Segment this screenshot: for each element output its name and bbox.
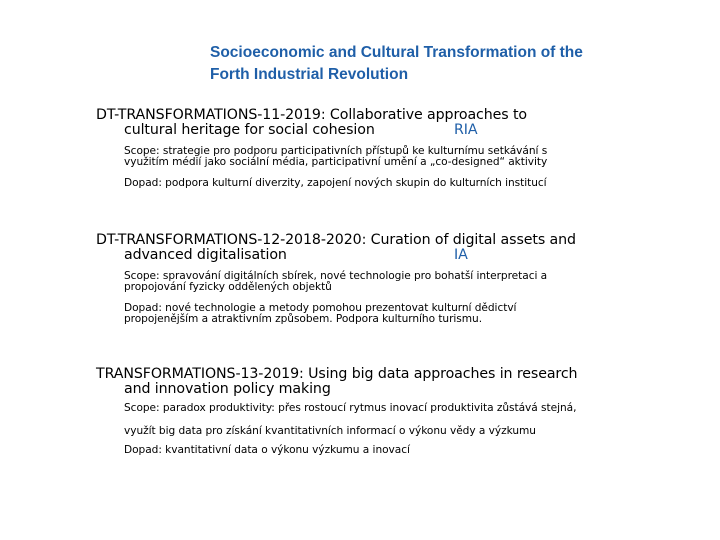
topic-scope-line-1: Scope: spravování digitálních sbírek, nové technologie pro bohatší interpretaci a (124, 270, 548, 282)
topic-3 (96, 367, 696, 456)
topic-scope-line-1: Scope: strategie pro podporu participativních přístupů ke kulturnímu setkávání s (124, 145, 548, 157)
topic-heading-line-1: DT-TRANSFORMATIONS-11-2019: Collaborative approaches to (96, 107, 528, 123)
topic-heading (96, 233, 696, 263)
topic-impact (124, 303, 624, 325)
topic-impact: Dopad: kvantitativní data o výkonu výzkumu a inovací (124, 444, 410, 456)
topic-heading-line-1: TRANSFORMATIONS-13-2019: Using big data approaches in research (96, 366, 578, 382)
page-title (210, 42, 680, 86)
topic-2 (96, 233, 696, 325)
topic-scope: Scope: paradox produktivity: přes rostoucí rytmus inovací produktivita zůstává stejná, (124, 402, 577, 414)
topic-1 (96, 108, 696, 189)
topic-impact: Dopad: podpora kulturní diverzity, zapojení nových skupin do kulturních institucí (124, 177, 547, 189)
topic-detail: využít big data pro získání kvantitativních informací o výkonu vědy a výzkumu (124, 425, 536, 437)
topic-impact-line-1: Dopad: nové technologie a metody pomohou prezentovat kulturní dědictví (124, 302, 517, 314)
topic-heading (96, 367, 696, 397)
topic-heading-line-2: advanced digitalisation (124, 247, 287, 263)
topic-action-type: IA (454, 247, 468, 263)
page-title-line-2: Forth Industrial Revolution (210, 66, 409, 83)
topic-heading (96, 108, 696, 138)
topic-scope (124, 271, 624, 293)
topic-scope (124, 146, 624, 168)
topic-scope-line-2: využitím médií jako sociální média, participativní umění a „co-designed“ aktivity (124, 156, 548, 168)
topic-scope-line-2: propojování fyzicky oddělených objektů (124, 281, 332, 293)
topic-heading-line-1: DT-TRANSFORMATIONS-12-2018-2020: Curation of digital assets and (96, 232, 576, 248)
topic-heading-line-2: cultural heritage for social cohesion (124, 122, 375, 138)
topic-heading-line-2: and innovation policy making (124, 381, 331, 397)
topic-action-type: RIA (454, 122, 478, 138)
page-title-line-1: Socioeconomic and Cultural Transformation of the (210, 44, 583, 61)
topic-impact-line-2: propojenějším a atraktivním způsobem. Podpora kulturního turismu. (124, 313, 483, 325)
